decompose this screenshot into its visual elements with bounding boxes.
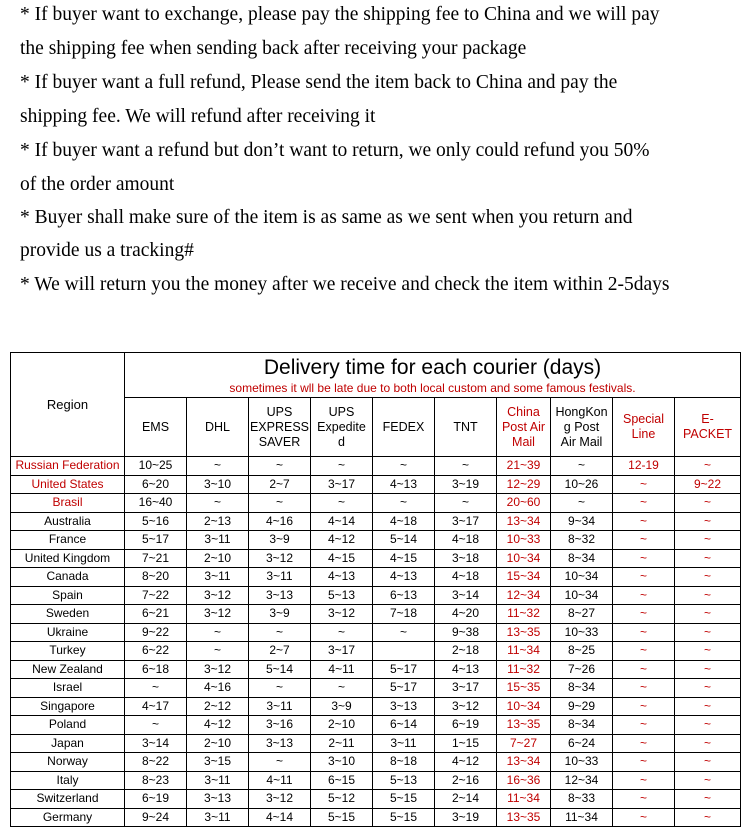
table-row	[11, 457, 741, 476]
table-cell: ~	[613, 605, 675, 624]
region-header: Region	[11, 353, 125, 457]
column-header-text: d	[338, 434, 345, 449]
table-cell: 3~17	[311, 642, 373, 661]
table-cell: 5~17	[125, 531, 187, 550]
table-cell: ~	[675, 457, 741, 476]
column-header-text: FEDEX	[382, 419, 425, 434]
table-cell: ~	[675, 716, 741, 735]
table-cell: 3~11	[187, 771, 249, 790]
table-cell: 11~34	[551, 808, 613, 827]
table-cell: 11~32	[497, 605, 551, 624]
table-cell: 1~15	[435, 734, 497, 753]
table-cell: 10~34	[497, 697, 551, 716]
column-header	[497, 398, 551, 457]
table-row	[11, 660, 741, 679]
region-cell: United States	[11, 475, 125, 494]
delivery-time-table	[10, 352, 741, 827]
note-line: shipping fee. We will refund after receiving it	[20, 106, 376, 127]
table-cell: 13~34	[497, 753, 551, 772]
region-cell: France	[11, 531, 125, 550]
table-row	[11, 771, 741, 790]
table-cell: 2~11	[311, 734, 373, 753]
table-cell: ~	[675, 586, 741, 605]
table-cell: 8~25	[551, 642, 613, 661]
table-cell: ~	[675, 531, 741, 550]
region-cell: Japan	[11, 734, 125, 753]
column-header	[613, 398, 675, 457]
table-cell: ~	[613, 734, 675, 753]
table-cell: 8~34	[551, 679, 613, 698]
column-header-text: Mail	[512, 434, 535, 449]
column-header-text: China	[507, 404, 540, 419]
table-cell: 13~35	[497, 623, 551, 642]
table-cell: ~	[373, 623, 435, 642]
table-cell: 7~27	[497, 734, 551, 753]
table-cell: 2~14	[435, 790, 497, 809]
table-row	[11, 697, 741, 716]
table-cell: 4~14	[249, 808, 311, 827]
table-cell: 2~13	[187, 512, 249, 531]
table-cell: 3~12	[249, 549, 311, 568]
table-cell: 2~10	[187, 549, 249, 568]
table-cell: ~	[675, 623, 741, 642]
column-header-text: Special	[623, 412, 664, 426]
table-cell: 4~17	[125, 697, 187, 716]
table-cell: ~	[675, 642, 741, 661]
region-cell: Australia	[11, 512, 125, 531]
table-row	[11, 790, 741, 809]
region-cell: Italy	[11, 771, 125, 790]
column-header-text: UPS	[328, 404, 355, 419]
table-cell: 12-19	[613, 457, 675, 476]
table-cell: 2~10	[187, 734, 249, 753]
table-cell: ~	[125, 716, 187, 735]
table-cell: 7~26	[551, 660, 613, 679]
table-cell: ~	[551, 494, 613, 513]
table-cell: ~	[675, 512, 741, 531]
table-cell: 10~33	[551, 623, 613, 642]
table-cell: 13~35	[497, 808, 551, 827]
column-header-text: g Post	[563, 419, 600, 434]
table-cell: 5~17	[373, 679, 435, 698]
column-header-text: EXPRESS	[249, 419, 310, 434]
region-cell: Brasil	[11, 494, 125, 513]
table-cell: 4~18	[435, 531, 497, 550]
table-cell: ~	[187, 642, 249, 661]
table-cell: 3~13	[249, 734, 311, 753]
column-header	[187, 398, 249, 457]
table-row	[11, 679, 741, 698]
table-cell: ~	[613, 808, 675, 827]
table-cell: 6~14	[373, 716, 435, 735]
table-cell: 6~19	[435, 716, 497, 735]
table-cell: 5~13	[311, 586, 373, 605]
table-cell: 11~34	[497, 790, 551, 809]
region-cell: Sweden	[11, 605, 125, 624]
table-cell: 4~13	[311, 568, 373, 587]
table-cell: 3~12	[249, 790, 311, 809]
table-row	[11, 808, 741, 827]
table-cell: 3~14	[435, 586, 497, 605]
table-cell: 16~36	[497, 771, 551, 790]
table-row	[11, 494, 741, 513]
note-line: the shipping fee when sending back after receiving your package	[20, 38, 527, 59]
column-header-text: UPS	[266, 404, 293, 419]
table-cell: 8~18	[373, 753, 435, 772]
region-cell: Spain	[11, 586, 125, 605]
table-cell: 3~18	[435, 549, 497, 568]
table-cell: 8~23	[125, 771, 187, 790]
table-cell: 3~12	[187, 586, 249, 605]
table-cell: 13~35	[497, 716, 551, 735]
table-cell: 4~15	[311, 549, 373, 568]
region-cell: Switzerland	[11, 790, 125, 809]
table-cell: 3~12	[187, 605, 249, 624]
table-cell: ~	[311, 457, 373, 476]
table-cell: ~	[613, 679, 675, 698]
table-cell: 5~15	[373, 790, 435, 809]
region-cell: New Zealand	[11, 660, 125, 679]
table-cell: 3~19	[435, 475, 497, 494]
table-cell: 6~13	[373, 586, 435, 605]
region-cell: Turkey	[11, 642, 125, 661]
table-cell: 11~32	[497, 660, 551, 679]
table-cell: ~	[373, 494, 435, 513]
region-cell: United Kingdom	[11, 549, 125, 568]
table-cell: 3~13	[187, 790, 249, 809]
table-cell: 12~34	[551, 771, 613, 790]
table-cell: 6~15	[311, 771, 373, 790]
column-header-text: Expedite	[317, 419, 366, 434]
table-row	[11, 605, 741, 624]
table-cell: 3~9	[311, 697, 373, 716]
table-cell: 4~11	[311, 660, 373, 679]
table-cell: ~	[187, 494, 249, 513]
table-cell: 3~13	[249, 586, 311, 605]
table-cell: ~	[187, 623, 249, 642]
table-cell: 4~11	[249, 771, 311, 790]
table-cell: 6~22	[125, 642, 187, 661]
region-cell: Ukraine	[11, 623, 125, 642]
table-cell: ~	[675, 753, 741, 772]
table-cell: ~	[613, 753, 675, 772]
table-cell: 4~13	[435, 660, 497, 679]
table-cell: 3~11	[249, 697, 311, 716]
table-cell: 10~26	[551, 475, 613, 494]
table-cell: ~	[675, 549, 741, 568]
note-line: * If buyer want to exchange, please pay the shipping fee to China and we will pay	[20, 4, 660, 25]
table-cell: 6~21	[125, 605, 187, 624]
column-header	[249, 398, 311, 457]
note-line: provide us a tracking#	[20, 240, 194, 261]
table-cell: ~	[613, 531, 675, 550]
region-cell: Germany	[11, 808, 125, 827]
table-cell: 8~34	[551, 549, 613, 568]
table-cell: 6~24	[551, 734, 613, 753]
table-cell: 5~14	[373, 531, 435, 550]
table-title: Delivery time for each courier (days)	[263, 356, 602, 379]
table-cell: ~	[613, 790, 675, 809]
table-cell: 8~22	[125, 753, 187, 772]
table-cell: 21~39	[497, 457, 551, 476]
table-cell: ~	[613, 549, 675, 568]
table-cell: ~	[249, 457, 311, 476]
table-cell: 3~12	[311, 605, 373, 624]
table-cell: 10~34	[551, 568, 613, 587]
table-cell: ~	[675, 734, 741, 753]
region-cell: Poland	[11, 716, 125, 735]
table-cell: 8~33	[551, 790, 613, 809]
table-cell: ~	[613, 568, 675, 587]
column-header-text: Line	[631, 427, 656, 441]
table-cell: 4~12	[435, 753, 497, 772]
column-header	[675, 398, 741, 457]
note-line: * If buyer want a refund but don’t want to return, we only could refund you 50%	[20, 140, 650, 161]
table-cell: 3~17	[435, 679, 497, 698]
table-cell: ~	[675, 568, 741, 587]
table-cell: ~	[249, 494, 311, 513]
table-cell: 3~9	[249, 605, 311, 624]
table-cell: 3~9	[249, 531, 311, 550]
table-cell: 5~16	[125, 512, 187, 531]
table-cell: 13~34	[497, 512, 551, 531]
table-cell: 15~34	[497, 568, 551, 587]
column-header-text: DHL	[204, 419, 230, 434]
title-row	[11, 353, 741, 398]
table-row	[11, 716, 741, 735]
table-cell: 3~11	[187, 531, 249, 550]
table-row	[11, 642, 741, 661]
table-cell: 5~13	[373, 771, 435, 790]
table-cell: ~	[435, 457, 497, 476]
column-header-text: TNT	[453, 419, 478, 434]
table-cell: ~	[613, 771, 675, 790]
table-cell: ~	[613, 697, 675, 716]
table-cell: ~	[675, 679, 741, 698]
region-cell: Russian Federation	[11, 457, 125, 476]
note-line: * Buyer shall make sure of the item is as same as we sent when you return and	[20, 207, 633, 228]
table-cell: 4~20	[435, 605, 497, 624]
table-cell: ~	[311, 623, 373, 642]
table-cell: 8~34	[551, 716, 613, 735]
table-cell: 4~13	[373, 475, 435, 494]
table-cell: 20~60	[497, 494, 551, 513]
table-cell: 4~18	[373, 512, 435, 531]
table-row	[11, 734, 741, 753]
table-cell: 9~22	[125, 623, 187, 642]
column-header-text: Post Air	[501, 419, 546, 434]
table-cell: 4~15	[373, 549, 435, 568]
table-cell: 9~29	[551, 697, 613, 716]
table-cell	[373, 642, 435, 661]
table-cell: 3~19	[435, 808, 497, 827]
table-row	[11, 512, 741, 531]
table-cell: 3~11	[187, 568, 249, 587]
table-cell: ~	[675, 660, 741, 679]
column-header-text: PACKET	[682, 427, 733, 441]
table-cell: 6~20	[125, 475, 187, 494]
table-row	[11, 753, 741, 772]
note-line: of the order amount	[20, 174, 175, 195]
table-cell: 9~38	[435, 623, 497, 642]
note-line: * We will return you the money after we receive and check the item within 2-5days	[20, 274, 670, 295]
table-cell: 4~12	[187, 716, 249, 735]
table-cell: 15~35	[497, 679, 551, 698]
table-cell: 8~27	[551, 605, 613, 624]
note-line: * If buyer want a full refund, Please send the item back to China and pay the	[20, 72, 618, 93]
table-cell: ~	[249, 679, 311, 698]
table-cell: 6~18	[125, 660, 187, 679]
table-title-cell	[125, 353, 741, 398]
table-cell: 2~10	[311, 716, 373, 735]
table-cell: 9~34	[551, 512, 613, 531]
table-cell: ~	[187, 457, 249, 476]
table-cell: 4~14	[311, 512, 373, 531]
table-cell: 2~7	[249, 475, 311, 494]
table-cell: 2~7	[249, 642, 311, 661]
table-cell: 5~12	[311, 790, 373, 809]
table-cell: 5~14	[249, 660, 311, 679]
table-subtitle: sometimes it wll be late due to both local custom and some famous festivals.	[229, 381, 636, 395]
table-cell: 5~15	[311, 808, 373, 827]
table-cell: 10~25	[125, 457, 187, 476]
table-cell: 10~34	[497, 549, 551, 568]
region-cell: Norway	[11, 753, 125, 772]
table-cell: 16~40	[125, 494, 187, 513]
table-row	[11, 586, 741, 605]
table-cell: ~	[551, 457, 613, 476]
column-header-text: E-	[701, 412, 714, 426]
table-cell: 5~15	[373, 808, 435, 827]
table-cell: ~	[675, 790, 741, 809]
table-cell: 4~18	[435, 568, 497, 587]
table-cell: 4~12	[311, 531, 373, 550]
table-row	[11, 623, 741, 642]
table-cell: 10~33	[551, 753, 613, 772]
column-header	[435, 398, 497, 457]
table-cell: ~	[613, 475, 675, 494]
table-cell: ~	[675, 697, 741, 716]
table-cell: 8~20	[125, 568, 187, 587]
table-cell: ~	[675, 494, 741, 513]
table-cell: ~	[249, 753, 311, 772]
table-cell: ~	[435, 494, 497, 513]
table-cell: 8~32	[551, 531, 613, 550]
column-header	[551, 398, 613, 457]
column-header-text: EMS	[141, 419, 170, 434]
table-cell: 2~18	[435, 642, 497, 661]
table-cell: ~	[613, 512, 675, 531]
table-cell: 3~10	[187, 475, 249, 494]
table-cell: ~	[311, 679, 373, 698]
table-cell: 3~17	[435, 512, 497, 531]
table-cell: ~	[125, 679, 187, 698]
table-cell: 3~12	[435, 697, 497, 716]
table-cell: 12~29	[497, 475, 551, 494]
table-cell: 9~22	[675, 475, 741, 494]
table-cell: 3~16	[249, 716, 311, 735]
table-cell: ~	[311, 494, 373, 513]
table-cell: 3~17	[311, 475, 373, 494]
table-cell: ~	[675, 771, 741, 790]
column-header-text: HongKon	[555, 404, 608, 419]
table-cell: 7~22	[125, 586, 187, 605]
table-cell: ~	[613, 623, 675, 642]
table-cell: 3~11	[187, 808, 249, 827]
table-cell: ~	[613, 642, 675, 661]
table-cell: 3~12	[187, 660, 249, 679]
region-cell: Singapore	[11, 697, 125, 716]
table-cell: 11~34	[497, 642, 551, 661]
table-cell: 7~18	[373, 605, 435, 624]
table-cell: 3~15	[187, 753, 249, 772]
column-header-text: SAVER	[258, 434, 301, 449]
table-cell: 12~34	[497, 586, 551, 605]
region-cell: Israel	[11, 679, 125, 698]
table-row	[11, 475, 741, 494]
table-cell: 2~12	[187, 697, 249, 716]
table-cell: ~	[613, 494, 675, 513]
table-cell: ~	[613, 660, 675, 679]
table-cell: 3~13	[373, 697, 435, 716]
table-cell: 5~17	[373, 660, 435, 679]
table-cell: 3~11	[249, 568, 311, 587]
table-cell: 10~34	[551, 586, 613, 605]
table-cell: 3~14	[125, 734, 187, 753]
table-cell: 2~16	[435, 771, 497, 790]
table-cell: 7~21	[125, 549, 187, 568]
table-cell: 3~10	[311, 753, 373, 772]
region-cell: Canada	[11, 568, 125, 587]
column-header	[311, 398, 373, 457]
table-row	[11, 531, 741, 550]
table-cell: 9~24	[125, 808, 187, 827]
table-cell: ~	[613, 716, 675, 735]
column-header	[373, 398, 435, 457]
table-cell: ~	[675, 808, 741, 827]
table-row	[11, 549, 741, 568]
table-row	[11, 568, 741, 587]
table-cell: ~	[373, 457, 435, 476]
table-cell: ~	[675, 605, 741, 624]
table-cell: 10~33	[497, 531, 551, 550]
table-cell: 3~11	[373, 734, 435, 753]
table-cell: 4~16	[187, 679, 249, 698]
table-cell: ~	[249, 623, 311, 642]
column-header	[125, 398, 187, 457]
table-cell: ~	[613, 586, 675, 605]
table-cell: 4~13	[373, 568, 435, 587]
table-cell: 6~19	[125, 790, 187, 809]
column-header-text: Air Mail	[560, 434, 603, 449]
table-cell: 4~16	[249, 512, 311, 531]
